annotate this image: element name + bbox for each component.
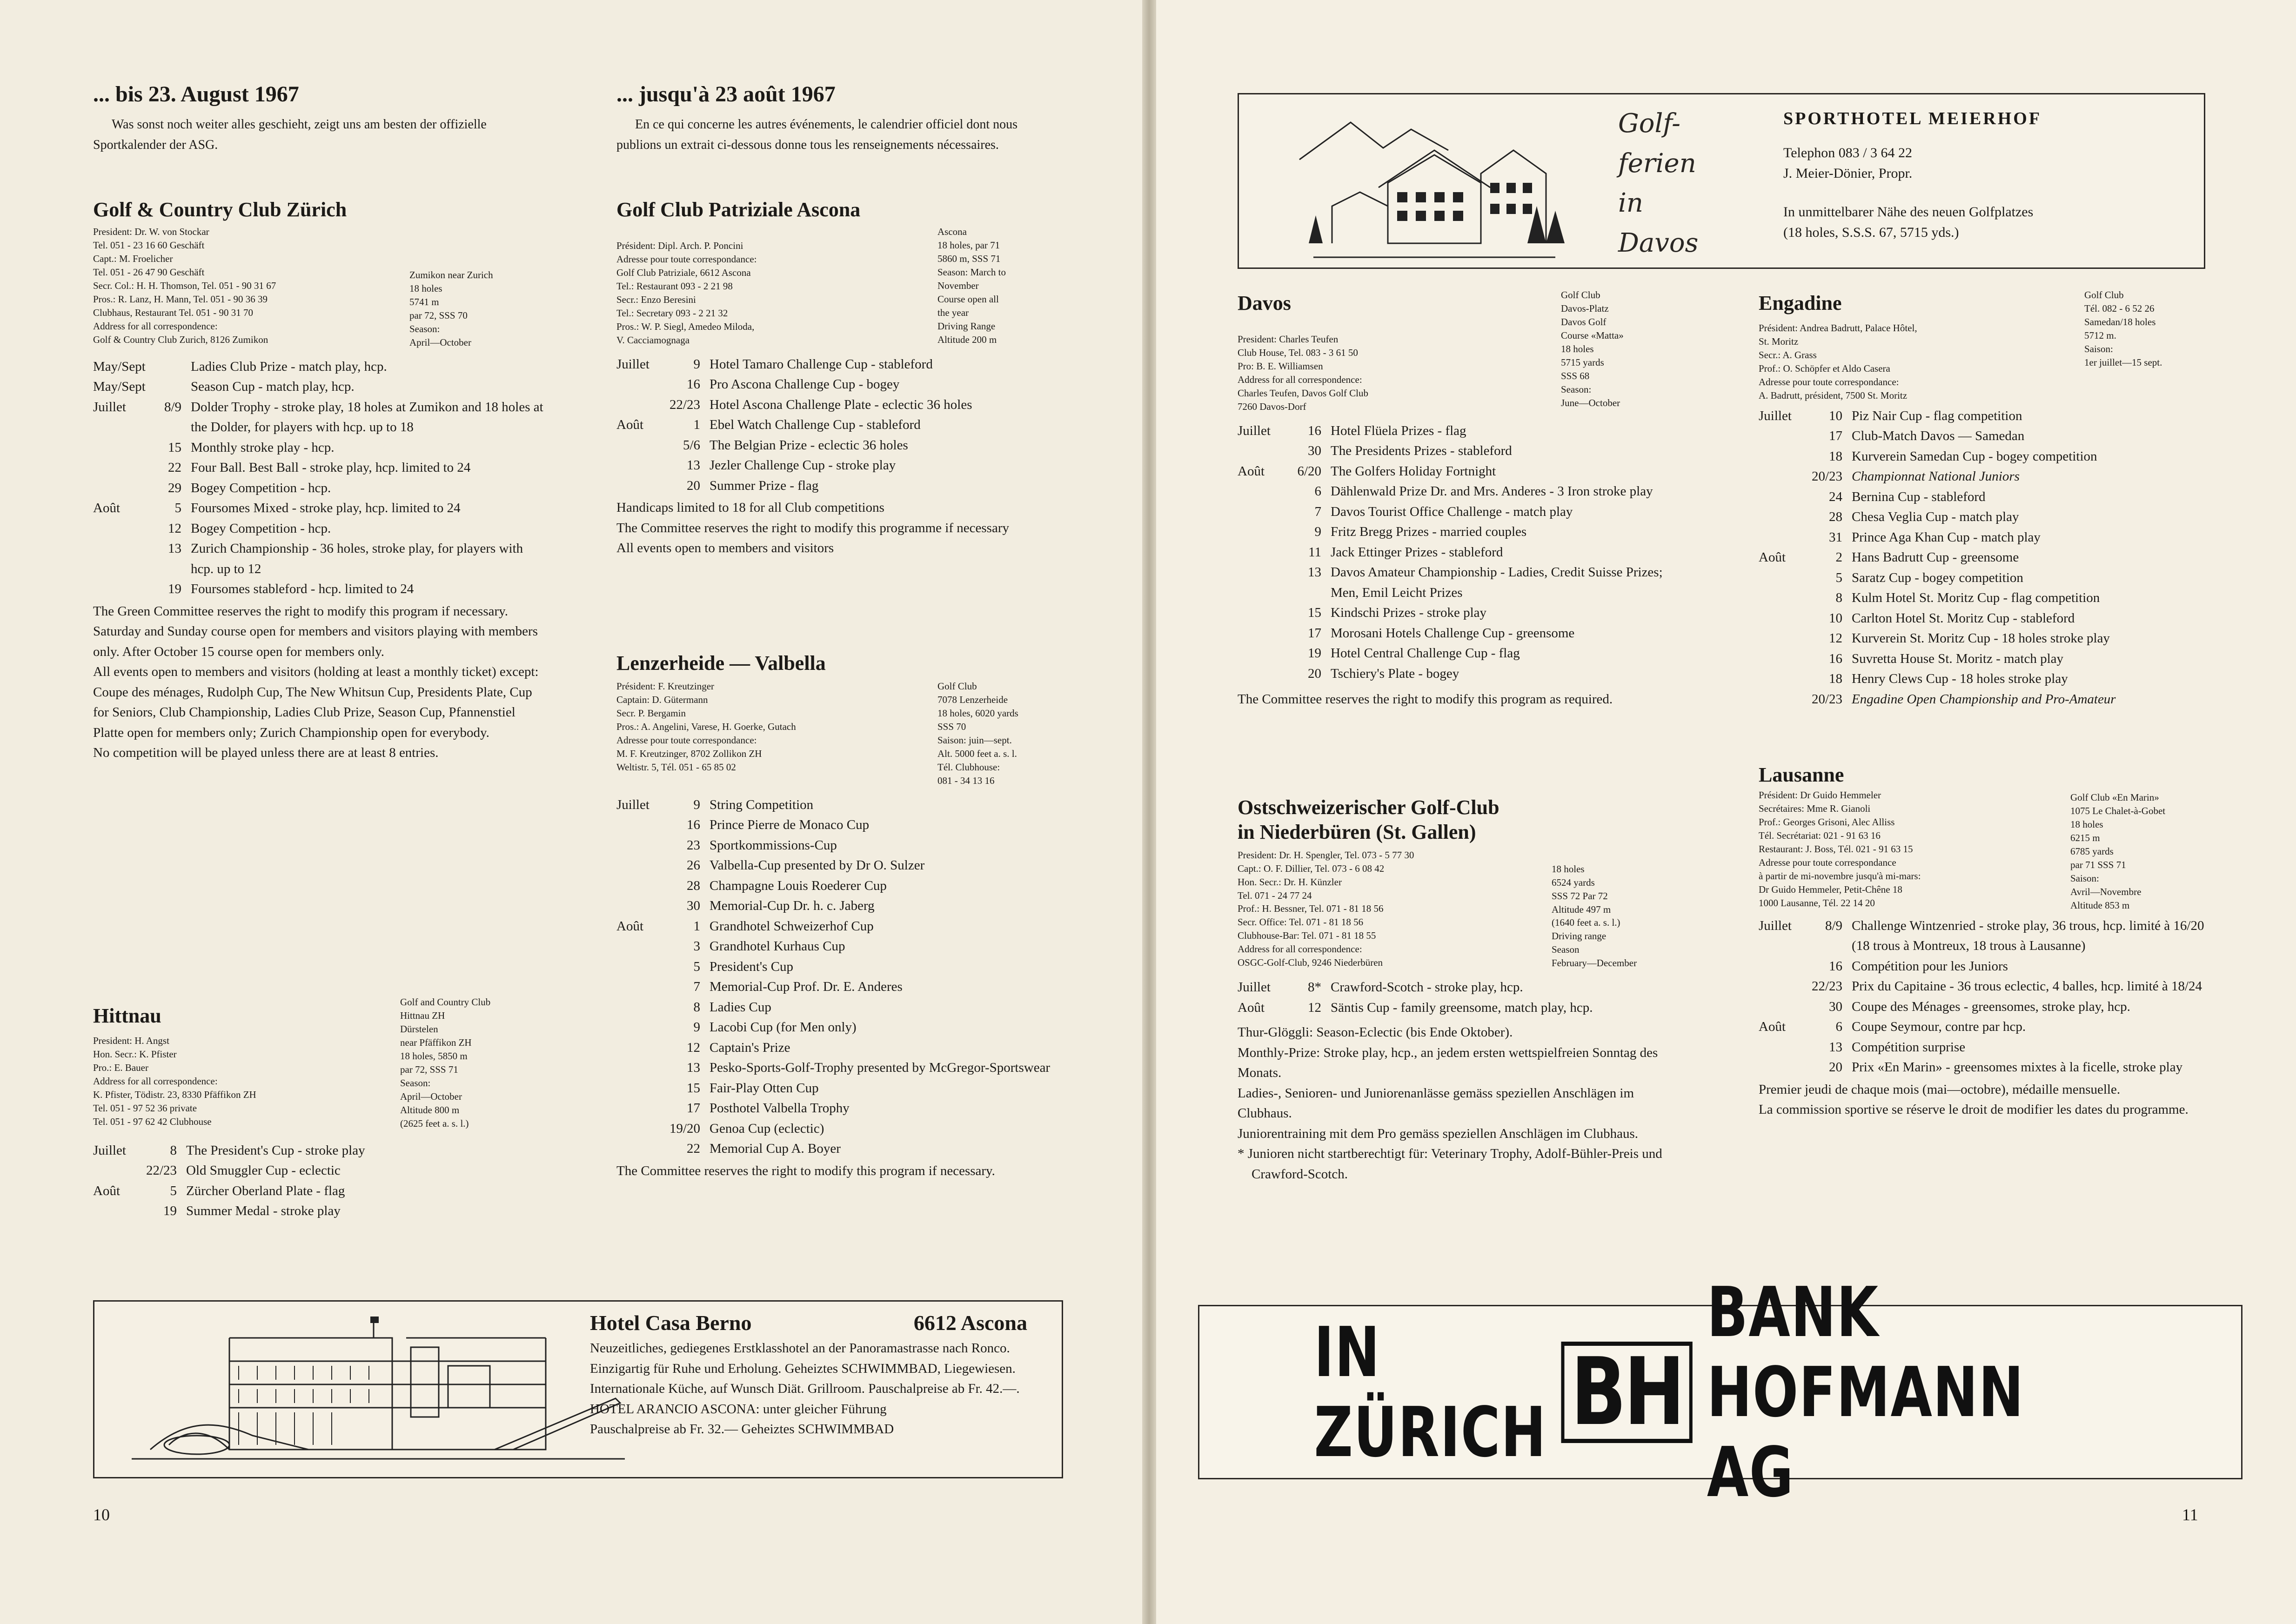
- event-row: 11 Jack Ettinger Prizes - stableford: [1308, 544, 1503, 560]
- ad-script-line: in: [1618, 188, 1643, 219]
- note: Saturday and Sunday course open for members and visitors playing with members only. After October 15 course open for members only.: [93, 624, 538, 659]
- event-row: 28 Chesa Veglia Cup - match play: [1829, 509, 2019, 525]
- note: Juniorentraining mit dem Pro gemäss speziellen Anschlägen im Clubhaus.: [1238, 1126, 1638, 1141]
- club-lausanne-info: Président: Dr Guido Hemmeler Secrétaires: Mme R. Gianoli Prof.: Georges Grisoni, Alec Alliss Tél. Secrétariat: 021 - 91 63 16 Restaurant: J. Boss, Tél. 021 - 91 63 15 Adresse pour toute correspondance à partir de mi-novembre jusqu'à mi-mars: Dr Guido Hemmeler, Petit-Chêne 18 1000 Lausanne, Tél. 22 14 20: [1759, 789, 1921, 909]
- event-row: 22/23 Prix du Capitaine - 36 trous eclectic, 4 balles, hcp. limité à 18/24: [1811, 979, 2202, 994]
- event-row: May/Sept Ladies Club Prize - match play, hcp.: [93, 359, 387, 374]
- club-ascona-title: Golf Club Patriziale Ascona: [616, 198, 861, 221]
- event-row: Août 5 Zürcher Oberland Plate - flag: [93, 1183, 345, 1198]
- ad-hotel-location: 6612 Ascona: [913, 1311, 1027, 1335]
- intro-de-text: Was sonst noch weiter alles geschieht, zeigt uns am besten der offizielle Sportkalender der ASG.: [93, 117, 487, 152]
- note: * Junioren nicht startberechtigt für: Veterinary Trophy, Adolf-Bühler-Preis und Crawford-Scotch.: [1238, 1146, 1662, 1182]
- ad-meierhof: [1238, 93, 2205, 269]
- club-ostschweiz-info: President: Dr. H. Spengler, Tel. 073 - 5 77 30 Capt.: O. F. Dillier, Tel. 073 - 6 08 42 Hon. Secr.: Dr. H. Künzler Tel. 071 - 24 77 24 Prof.: H. Bessner, Tel. 071 - 81 18 56 Secr. Office: Tel. 071 - 81 18 56 Clubhouse-Bar: Tel. 071 - 81 18 55 Address for all correspondence: OSGC-Golf-Club, 9246 Niederbüren: [1238, 849, 1414, 969]
- event-row: 7 Davos Tourist Office Challenge - match play: [1314, 504, 1573, 519]
- ad-meierhof-note: In unmittelbarer Nähe des neuen Golfplatzes: [1783, 204, 2034, 220]
- intro-fr-title: ... jusqu'à 23 août 1967: [616, 82, 836, 107]
- event-row: 20 Tschiery's Plate - bogey: [1308, 666, 1459, 681]
- club-engadine: [1759, 288, 2205, 709]
- event-row: 9 Lacobi Cup (for Men only): [693, 1020, 857, 1035]
- club-zurich-info: President: Dr. W. von Stockar Tel. 051 - 23 16 60 Geschäft Capt.: M. Froelicher Tel. 051 - 26 47 90 Geschäft Secr. Col.: H. H. Thomson, Tel. 051 - 90 31 67 Pros.: R. Lanz, H. Mann, Tel. 051 - 90 36 39 Clubhaus, Restaurant Tel. 051 - 90 31 70 Address for all correspondence: Golf & Country Club Zurich, 8126 Zumikon: [93, 226, 276, 345]
- event-row: 30 Coupe des Ménages - greensomes, stroke play, hcp.: [1829, 999, 2130, 1014]
- club-ostschweiz: [1238, 795, 1687, 1184]
- note: La commission sportive se réserve le droit de modifier les dates du programme.: [1759, 1102, 2189, 1117]
- club-ascona-info: Président: Dipl. Arch. P. Poncini Adresse pour toute correspondance: Golf Club Patriziale, 6612 Ascona Tel.: Restaurant 093 - 2 21 98 Secr.: Enzo Beresini Tel.: Secretary 093 - 2 21 32 Pros.: W. P. Siegl, Amedeo Miloda, V. Cacciamognaga: [616, 240, 757, 346]
- club-zurich-course: Zumikon near Zurich 18 holes 5741 m par 72, SSS 70 Season: April—October: [409, 269, 493, 348]
- event-row: 20/23 Championnat National Juniors: [1811, 469, 2020, 484]
- club-ascona: [616, 198, 1063, 559]
- intro-fr-text: En ce qui concerne les autres événements, le calendrier officiel dont nous publions un extrait ci-dessous donne tous les renseignements nécessaires.: [616, 117, 1018, 152]
- club-davos-course: Golf Club Davos-Platz Davos Golf Course «Matta» 18 holes 5715 yards SSS 68 Season: June—October: [1561, 289, 1624, 408]
- event-row: Août 6 Coupe Seymour, contre par hcp.: [1759, 1019, 2026, 1035]
- event-row: 13 Davos Amateur Championship - Ladies, Credit Suisse Prizes; Men, Emil Leicht Prizes: [1308, 565, 1663, 600]
- event-row: 12 Captain's Prize: [687, 1040, 790, 1055]
- event-row: 16 Pro Ascona Challenge Cup - bogey: [687, 377, 900, 392]
- event-row: 6 Dählenwald Prize Dr. and Mrs. Anderes - 3 Iron stroke play: [1314, 484, 1653, 499]
- ad-hotel-name: Hotel Casa Berno: [590, 1311, 752, 1335]
- ad-hotel-prices: Pauschalpreise ab Fr. 32.— Geheiztes SCHWIMMBAD: [590, 1422, 894, 1437]
- event-row: 16 Suvretta House St. Moritz - match play: [1829, 651, 2064, 666]
- note: Monthly-Prize: Stroke play, hcp., an jedem ersten wettspielfreien Sonntag des Monats.: [1238, 1045, 1658, 1081]
- event-row: Août 12 Säntis Cup - family greensome, match play, hcp.: [1238, 1000, 1593, 1015]
- ad-casa-berno-text: [590, 1310, 1046, 1440]
- club-engadine-title: Engadine: [1759, 292, 1842, 314]
- event-row: 18 Henry Clews Cup - 18 holes stroke play: [1829, 671, 2068, 687]
- event-row: Juillet 9 Hotel Tamaro Challenge Cup - stableford: [616, 356, 933, 372]
- club-lausanne-title: Lausanne: [1759, 763, 1844, 786]
- ad-bank-city: IN ZÜRICH: [1314, 1312, 1547, 1472]
- event-row: 19/20 Genoa Cup (eclectic): [669, 1121, 824, 1136]
- club-davos-events: [1238, 421, 1687, 684]
- note: All events open to members and visitors: [616, 541, 834, 556]
- note: Ladies-, Senioren- und Juniorenanlässe gemäss speziellen Anschlägen im Clubhaus.: [1238, 1085, 1634, 1121]
- note: No competition will be played unless there are at least 8 entries.: [93, 745, 439, 761]
- club-lausanne-course: Golf Club «En Marin» 1075 Le Chalet-à-Gobet 18 holes 6215 m 6785 yards par 71 SSS 71 Saison: Avril—Novembre Altitude 853 m: [2070, 792, 2166, 911]
- event-row: 13 Zurich Championship - 36 holes, stroke play, for players with hcp. up to 12: [168, 541, 523, 576]
- hotel-meierhof-illustration-icon: [1295, 104, 1574, 262]
- club-lenzerheide: [616, 651, 1063, 1181]
- club-hittnau-title: Hittnau: [93, 1004, 161, 1027]
- event-row: 16 Prince Pierre de Monaco Cup: [687, 817, 870, 833]
- page-number-right: 11: [2182, 1505, 2198, 1524]
- event-row: 29 Bogey Competition - hcp.: [168, 480, 331, 495]
- event-row: 19 Summer Medal - stroke play: [163, 1203, 341, 1219]
- ad-meierhof-phone: Telephon 083 / 3 64 22: [1783, 145, 1913, 160]
- note: The Committee reserves the right to modify this programme if necessary: [616, 520, 1009, 535]
- event-row: 12 Bogey Competition - hcp.: [168, 521, 331, 536]
- ad-meierhof-owner: J. Meier-Dönier, Propr.: [1783, 165, 1913, 181]
- club-ostschweiz-events: [1238, 977, 1687, 1018]
- club-lausanne-events: [1759, 916, 2205, 1078]
- note: The Committee reserves the right to modify this program as required.: [1238, 692, 1613, 707]
- event-row: 31 Prince Aga Khan Cup - match play: [1829, 529, 2041, 545]
- club-hittnau-events: [93, 1141, 544, 1222]
- event-row: Juillet 8 The President's Cup - stroke play: [93, 1143, 365, 1158]
- intro-de: [93, 81, 544, 155]
- ad-script-line: ferien: [1618, 148, 1696, 179]
- club-hittnau-course: Golf and Country Club Hittnau ZH Dürstelen near Pfäffikon ZH 18 holes, 5850 m par 72, SSS 71 Season: April—October Altitude 800 m (2625 feet a. s. l.): [400, 996, 491, 1129]
- note: All events open to members and visitors (holding at least a monthly ticket) except: Coupe des ménages, Rudolph Cup, The New Whitsun Cup, Presidents Plate, Cup for Seniors, Club Championship, Ladies Club Prize, Season Cup, Pfannenstiel Platte open for members only; Zurich Championship open for everybody.: [93, 664, 539, 740]
- event-row: 5 President's Cup: [693, 959, 794, 974]
- note: Handicaps limited to 18 for all Club competitions: [616, 500, 884, 515]
- event-row: 28 Champagne Louis Roederer Cup: [687, 878, 887, 893]
- event-row: 20 Prix «En Marin» - greensomes mixtes à la ficelle, stroke play: [1829, 1060, 2183, 1075]
- event-row: 5 Saratz Cup - bogey competition: [1835, 570, 2023, 585]
- event-row: 20 Summer Prize - flag: [687, 478, 819, 493]
- club-hittnau: [93, 996, 544, 1222]
- event-row: Août 1 Ebel Watch Challenge Cup - stableford: [616, 417, 921, 433]
- event-row: Juillet 8/9 Dolder Trophy - stroke play, 18 holes at Zumikon and 18 holes at the Dolder, for players with hcp. up to 18: [93, 399, 543, 435]
- club-davos-title: Davos: [1238, 292, 1291, 314]
- event-row: Août 5 Foursomes Mixed - stroke play, hcp. limited to 24: [93, 501, 461, 516]
- event-row: 22 Four Ball. Best Ball - stroke play, hcp. limited to 24: [168, 460, 471, 475]
- club-ostschweiz-title: Ostschweizerischer Golf-Club: [1238, 796, 1499, 819]
- event-row: Août 1 Grandhotel Schweizerhof Cup: [616, 918, 874, 934]
- club-davos-info: President: Charles Teufen Club House, Tel. 083 - 3 61 50 Pro: B. E. Williamsen Address for all correspondence: Charles Teufen, Davos Golf Club 7260 Davos-Dorf: [1238, 333, 1369, 412]
- intro-fr: [616, 81, 1063, 155]
- event-row: 24 Bernina Cup - stableford: [1829, 489, 1986, 504]
- note: The Committee reserves the right to modify this program if necessary.: [616, 1163, 995, 1178]
- event-row: 17 Morosani Hotels Challenge Cup - greensome: [1308, 625, 1575, 641]
- event-row: Juillet 9 String Competition: [616, 797, 814, 812]
- club-zurich: [93, 198, 544, 763]
- ad-meierhof-name: SPORTHOTEL MEIERHOF: [1783, 109, 2042, 128]
- club-ascona-events: [616, 354, 1063, 496]
- page-number-left: 10: [93, 1505, 110, 1524]
- ad-script-line: Davos: [1618, 228, 1699, 259]
- event-row: 15 Fair-Play Otten Cup: [687, 1080, 819, 1096]
- ad-casa-berno: [93, 1300, 1063, 1478]
- event-row: 8 Kulm Hotel St. Moritz Cup - flag competition: [1835, 590, 2100, 606]
- event-row: 22/23 Hotel Ascona Challenge Plate - eclectic 36 holes: [669, 397, 972, 412]
- club-engadine-course: Golf Club Tél. 082 - 6 52 26 Samedan/18 holes 5712 m. Saison: 1er juillet—15 sept.: [2084, 289, 2162, 368]
- ad-meierhof-text: [1783, 108, 2193, 242]
- club-engadine-events: [1759, 406, 2205, 710]
- event-row: 12 Kurverein St. Moritz Cup - 18 holes stroke play: [1829, 631, 2110, 646]
- club-engadine-info: Président: Andrea Badrutt, Palace Hôtel, St. Moritz Secr.: A. Grass Prof.: O. Schöpfer et Aldo Casera Adresse pour toute correspondance: A. Badrutt, président, 7500 St. Moritz: [1759, 322, 1917, 401]
- event-row: 19 Foursomes stableford - hcp. limited to 24: [168, 581, 414, 597]
- book-gutter: [1142, 0, 1156, 1624]
- club-lenzerheide-course: Golf Club 7078 Lenzerheide 18 holes, 6020 yards SSS 70 Saison: juin—sept. Alt. 5000 feet a. s. l. Tél. Clubhouse: 081 - 34 13 16: [937, 680, 1018, 786]
- event-row: 18 Kurverein Samedan Cup - bogey competition: [1829, 448, 2097, 464]
- event-row: 30 The Presidents Prizes - stableford: [1308, 443, 1512, 459]
- event-row: 13 Compétition surprise: [1829, 1039, 1966, 1055]
- event-row: 15 Monthly stroke play - hcp.: [168, 440, 335, 455]
- event-row: 13 Jezler Challenge Cup - stroke play: [687, 458, 896, 473]
- event-row: 19 Hotel Central Challenge Cup - flag: [1308, 646, 1520, 661]
- note: Premier jeudi de chaque mois (mai—octobre), médaille mensuelle.: [1759, 1082, 2121, 1097]
- event-row: 3 Grandhotel Kurhaus Cup: [693, 939, 845, 954]
- ad-hotel-arancio: HOTEL ARANCIO ASCONA: unter gleicher Führung: [590, 1401, 887, 1417]
- club-lausanne: [1759, 763, 2205, 1120]
- event-row: Juillet 8* Crawford-Scotch - stroke play, hcp.: [1238, 980, 1523, 995]
- club-zurich-notes: [93, 601, 544, 763]
- event-row: 9 Fritz Bregg Prizes - married couples: [1314, 524, 1527, 540]
- event-row: 13 Pesko-Sports-Golf-Trophy presented by McGregor-Sportswear: [687, 1060, 1051, 1076]
- event-row: 23 Sportkommissions-Cup: [687, 837, 837, 853]
- club-ostschweiz-subtitle: in Niederbüren (St. Gallen): [1238, 820, 1476, 843]
- event-row: 5/6 The Belgian Prize - eclectic 36 holes: [683, 437, 908, 453]
- club-lenzerheide-info: Président: F. Kreutzinger Captain: D. Gütermann Secr. P. Bergamin Pros.: A. Angelini, Varese, H. Goerke, Gutach Adresse pour toute correspondance: M. F. Kreutzinger, 8702 Zollikon ZH Weltistr. 5, Tél. 051 - 65 85 02: [616, 680, 796, 773]
- event-row: 17 Club-Match Davos — Samedan: [1829, 428, 2025, 444]
- event-row: 20/23 Engadine Open Championship and Pro-Amateur: [1811, 691, 2116, 707]
- intro-de-title: ... bis 23. August 1967: [93, 82, 299, 107]
- event-row: Juillet 8/9 Challenge Wintzenried - stroke play, 36 trous, hcp. limité à 16/20 (18 trous à Montreux, 18 trous à Lausanne): [1759, 918, 2204, 954]
- club-davos: [1238, 288, 1687, 710]
- ad-bank-hofmann: [1198, 1272, 2242, 1512]
- event-row: 16 Compétition pour les Juniors: [1829, 958, 2008, 974]
- event-row: Août 6/20 The Golfers Holiday Fortnight: [1238, 463, 1496, 479]
- event-row: 8 Ladies Cup: [693, 999, 771, 1015]
- ad-hotel-description: Neuzeitliches, gediegenes Erstklasshotel an der Panoramastrasse nach Ronco. Einzigartig für Ruhe und Erholung. Geheiztes SCHWIMMBAD, Liegewiesen. Internationale Küche, auf Wunsch Diät. Grillroom. Pauschalpreise ab Fr. 42.—.: [590, 1341, 1020, 1397]
- event-row: May/Sept Season Cup - match play, hcp.: [93, 379, 355, 394]
- note: The Green Committee reserves the right to modify this program if necessary.: [93, 603, 509, 619]
- bank-logo-icon: BH: [1561, 1342, 1692, 1443]
- event-row: 22/23 Old Smuggler Cup - eclectic: [146, 1163, 341, 1178]
- club-hittnau-info: President: H. Angst Hon. Secr.: K. Pfister Pro.: E. Bauer Address for all correspondence: K. Pfister, Tödistr. 23, 8330 Pfäffikon ZH Tel. 051 - 97 52 36 private Tel. 051 - 97 62 42 Clubhouse: [93, 1035, 256, 1127]
- event-row: 26 Valbella-Cup presented by Dr O. Sulzer: [687, 858, 925, 873]
- note: Thur-Glöggli: Season-Eclectic (bis Ende Oktober).: [1238, 1025, 1513, 1040]
- event-row: 10 Carlton Hotel St. Moritz Cup - stableford: [1829, 610, 2075, 626]
- ad-bank-name: BANK HOFMANN AG: [1707, 1272, 2024, 1512]
- club-zurich-events: [93, 357, 544, 600]
- hotel-illustration-icon: [113, 1310, 648, 1468]
- event-row: 7 Memorial-Cup Prof. Dr. E. Anderes: [693, 979, 903, 995]
- event-row: Juillet 10 Piz Nair Cup - flag competition: [1759, 408, 2022, 423]
- event-row: 30 Memorial-Cup Dr. h. c. Jaberg: [687, 898, 875, 914]
- event-row: 22 Memorial Cup A. Boyer: [687, 1141, 841, 1156]
- event-row: Juillet 16 Hotel Flüela Prizes - flag: [1238, 423, 1466, 438]
- club-lenzerheide-title: Lenzerheide — Valbella: [616, 652, 826, 675]
- event-row: 15 Kindschi Prizes - stroke play: [1308, 605, 1487, 621]
- event-row: Août 2 Hans Badrutt Cup - greensome: [1759, 550, 2019, 565]
- ad-script-line: Golf-: [1618, 108, 1681, 139]
- club-ostschweiz-course: 18 holes 6524 yards SSS 72 Par 72 Altitude 497 m (1640 feet a. s. l.) Driving range Season February—December: [1552, 863, 1637, 969]
- ad-meierhof-course: (18 holes, S.S.S. 67, 5715 yds.): [1783, 224, 1959, 240]
- event-row: 17 Posthotel Valbella Trophy: [687, 1101, 850, 1116]
- club-ascona-course: Ascona 18 holes, par 71 5860 m, SSS 71 Season: March to November Course open all the year Driving Range Altitude 200 m: [937, 226, 1006, 345]
- club-zurich-title: Golf & Country Club Zürich: [93, 198, 347, 221]
- club-lenzerheide-events: [616, 795, 1063, 1159]
